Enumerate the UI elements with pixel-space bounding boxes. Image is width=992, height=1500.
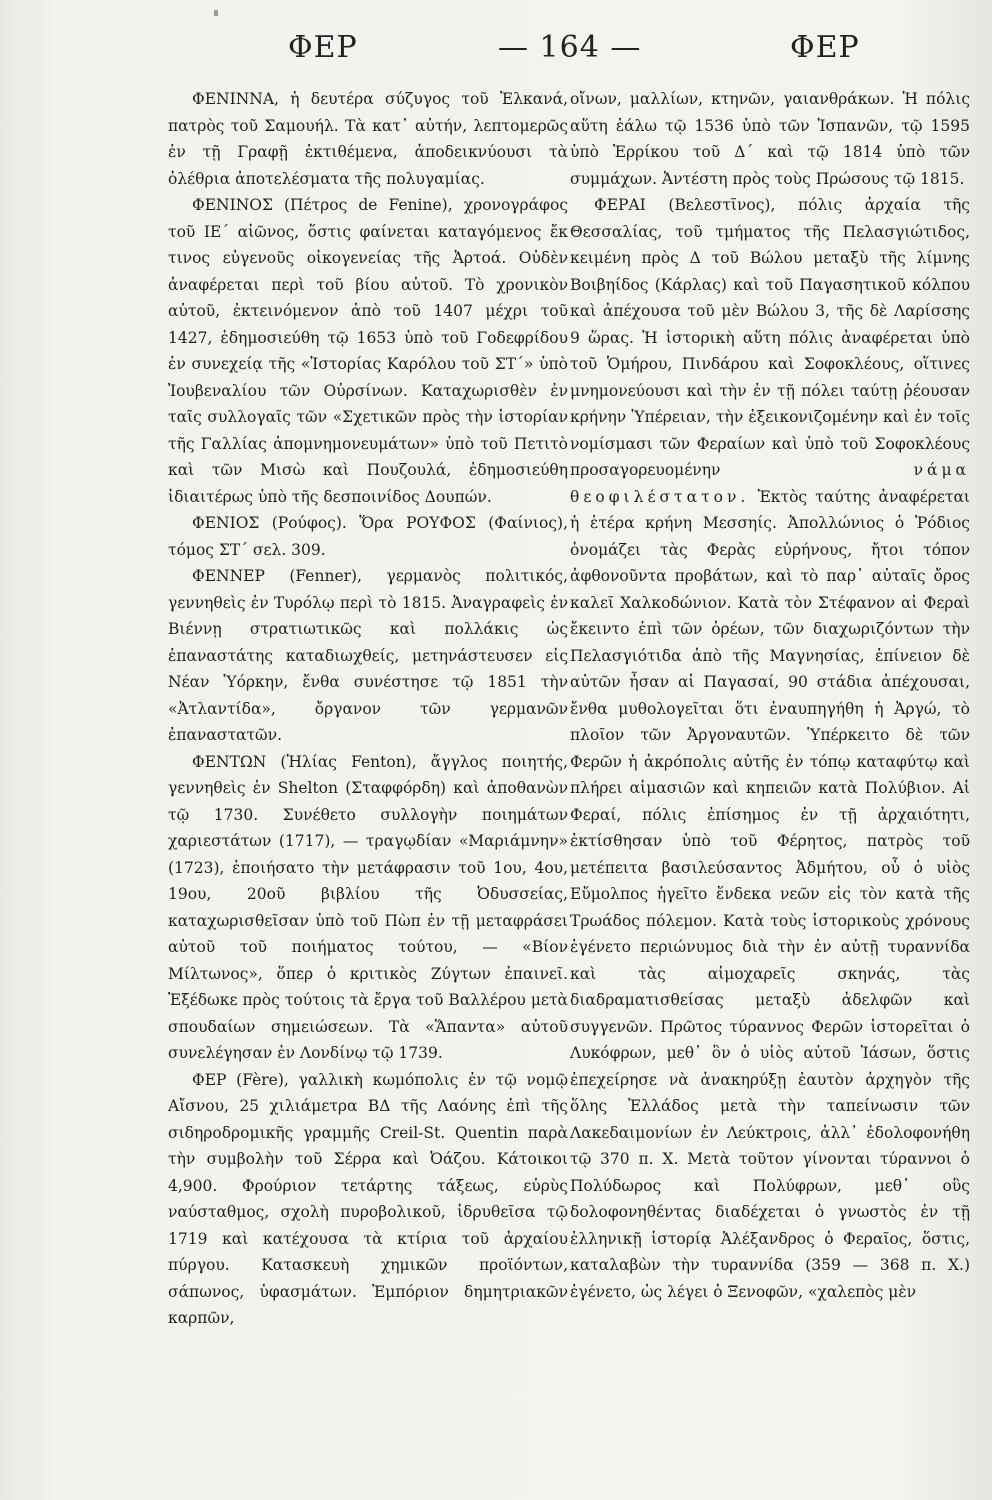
- page-number: — 164 —: [498, 30, 642, 65]
- right-column: [570, 86, 970, 1305]
- entry-feninna: ΦΕΝΙΝΝΑ, ἡ δευτέρα σύζυγος τοῦ Ἐλκανά, πατρὸς τοῦ Σαμουήλ. Τὰ κατ᾽ αὐτήν, λεπτομερῶς ἐν τῇ Γραφῇ ἐκτιθέμενα, ἀποδεικνύουσι τὰ ὀλέθρια ἀποτελέσματα τῆς πολυγαμίας.: [168, 90, 568, 188]
- entry-fenner: ΦΕΝΝΕΡ (Fenner), γερμανὸς πολιτικός, γεννηθεὶς ἐν Τυρόλῳ περὶ τὸ 1815. Ἀναγραφεὶς ἐν Βιέννῃ στρατιωτικῶς καὶ πολλάκις ὡς ἐπαναστάτης καταδιωχθείς, μετηνάστευσεν εἰς Νέαν Ὑόρκην, ἔνθα συνέστησε τῷ 1851 τὴν «Ἀτλαντίδα», ὄργανον τῶν γερμανῶν ἐπαναστατῶν.: [168, 567, 568, 744]
- running-head: [0, 30, 992, 70]
- entry-ferai-text-2: Ἐκτὸς ταύτης ἀναφέρεται ἡ ἑτέρα κρήνη Μεσσηίς. Ἀπολλώνιος ὁ Ῥόδιος ὀνομάζει τὰς Φερὰς εὐρήνους, ἤτοι τόπον ἀφθονοῦντα προβάτων, καὶ τὸ παρ᾽ αὐταῖς ὄρος καλεῖ Χαλκοδώνιον. Κατὰ τὸν Στέφανον αἱ Φεραὶ ἔκειντο ἐπὶ τῶν ὀρέων, τῶν διαχωριζόντων τὴν Πελασγιότιδα ἀπὸ τῆς Μαγνησίας, ἐπίνειον δὲ αὐτῶν ἦσαν αἱ Παγασαί, 90 στάδια ἀπέχουσαι, ἔνθα μυθολογεῖται ὅτι ἐναυπηγήθη ἡ Ἀργώ, τὸ πλοῖον τῶν Ἀργοναυτῶν. Ὑπέρκειτο δὲ τῶν Φερῶν ἡ ἀκρόπολις αὐτῆς ἐν τόπῳ καταφύτῳ καὶ πλήρει αἱμασιῶν καὶ κηπειῶν κατὰ Πολύβιον. Αἱ Φεραί, πόλις ἐπίσημος ἐν τῇ ἀρχαιότητι, ἐκτίσθησαν ὑπὸ τοῦ Φέρητος, πατρὸς τοῦ μετέπειτα βασιλεύσαντος Ἀδμήτου, οὗ ὁ υἱὸς Εὔμολπος ἡγεῖτο ἕνδεκα νεῶν εἰς τὸν κατὰ τῆς Τρωάδος πόλεμον. Κατὰ τοὺς ἱστορικοὺς χρόνους ἐγένετο περιώνυμος διὰ τὴν ἐν αὐτῇ τυραννίδα καὶ τὰς αἱμοχαρεῖς σκηνάς, τὰς διαδραματισθείσας μεταξὺ ἀδελφῶν καὶ συγγενῶν. Πρῶτος τύραννος Φερῶν ἱστορεῖται ὁ Λυκόφρων, μεθ᾽ ὃν ὁ υἱὸς αὐτοῦ Ἰάσων, ὅστις ἐπεχείρησε νὰ ἀνακηρύξῃ ἑαυτὸν ἀρχηγὸν τῆς ὅλης Ἑλλάδος μετὰ τὴν ταπείνωσιν τῶν Λακεδαιμονίων ἐν Λεύκτροις, ἀλλ᾽ ἐδολοφονήθη τῷ 370 π. Χ. Μετὰ τοῦτον γίνονται τύραννοι ὁ Πολύδωρος καὶ Πολύφρων, μεθ᾽ οὓς δολοφονηθέντας διαδέχεται ὁ γνωστὸς ἐν τῇ ἑλληνικῇ ἱστορίᾳ Ἀλέξανδρος ὁ Φεραῖος, ὅστις, καταλαβὼν τὴν τυραννίδα (359 — 368 π. Χ.) ἐγένετο, ὡς λέγει ὁ Ξενοφῶν, «χαλεπὸς μὲν: [570, 487, 970, 1301]
- entry-fenios: ΦΕΝΙΟΣ (Ρούφος). Ὅρα ΡΟΥΦΟΣ (Φαίνιος), τόμος ΣΤ΄ σελ. 309.: [168, 514, 568, 559]
- entry-ferai-text-1: ΦΕΡΑΙ (Βελεστῖνος), πόλις ἀρχαία τῆς Θεσσαλίας, τοῦ τμήματος τῆς Πελασγιώτιδος, κειμένη πρὸς Δ τοῦ Βώλου μεταξὺ τῆς λίμνης Βοιβηίδος (Κάρλας) καὶ τοῦ Παγασητικοῦ κόλπου καὶ ἀπέχουσα τοῦ μὲν Βώλου 3, τῆς δὲ Λαρίσσης 9 ὥρας. Ἡ ἱστορικὴ αὕτη πόλις ἀναφέρεται ὑπὸ τοῦ Ὁμήρου, Πινδάρου καὶ Σοφοκλέους, οἵτινες μνημονεύουσι καὶ τὴν ἐν τῇ πόλει ταύτῃ ῥέουσαν κρήνην Ὑπέρειαν, τὴν ἐξεικονιζομένην καὶ ἐν τοῖς νομίσμασι τῶν Φεραίων καὶ ὑπὸ τοῦ Σοφοκλέους προσαγορευομένην: [570, 196, 970, 479]
- entry-fer: ΦΕΡ (Fère), γαλλικὴ κωμόπολις ἐν τῷ νομῷ Αἴσνου, 25 χιλιάμετρα ΒΔ τῆς Λαόνης ἐπὶ τῆς σιδηροδρομικῆς γραμμῆς Creil-St. Quentin παρὰ τὴν συμβολὴν τοῦ Σέρρα καὶ Ὀάζου. Κάτοικοι 4,900. Φρούριον τετάρτης τάξεως, εὐρὺς ναύσταθμος, σχολὴ πυροβολικοῦ, ἱδρυθεῖσα τῷ 1719 καὶ κατέχουσα τὰ κτίρια τοῦ ἀρχαίου πύργου. Κατασκευὴ χημικῶν προϊόντων, σάπωνος, ὑφασμάτων. Ἐμπόριον δημητριακῶν καρπῶν,: [168, 1070, 568, 1327]
- entry-fenton: ΦΕΝΤΩΝ (Ἠλίας Fenton), ἄγγλος ποιητής, γεννηθεὶς ἐν Shelton (Σταφφόρδη) καὶ ἀποθανὼν τῷ 1730. Συνέθετο συλλογὴν ποιημάτων χαριεστάτων (1717), — τραγῳδίαν «Μαριάμνην» (1723), ἐποιήσατο τὴν μετάφρασιν τοῦ 1ου, 4ου, 19ου, 20οῦ βιβλίου τῆς Ὀδυσσείας, καταχωρισθεῖσαν ὑπὸ τοῦ Πὼπ ἐν τῇ μεταφράσει αὐτοῦ τοῦ ποιήματος τούτου, — «Βίον Μίλτωνος», ὅπερ ὁ κριτικὸς Ζύγτων ἐπαινεῖ. Ἐξέδωκε πρὸς τούτοις τὰ ἔργα τοῦ Βαλλέρου μετὰ σπουδαίων σημειώσεων. Τὰ «Ἅπαντα» αὐτοῦ συνελέγησαν ἐν Λονδίνῳ τῷ 1739.: [168, 752, 568, 1062]
- spaced-quotation: νάμα θεοφιλέστατον.: [570, 461, 970, 506]
- entry-fer-continued: οἴνων, μαλλίων, κτηνῶν, γαιανθράκων. Ἡ πόλις αὕτη ἑάλω τῷ 1536 ὑπὸ τῶν Ἱσπανῶν, τῷ 1595 ὑπὸ Ἑρρίκου τοῦ Δ΄ καὶ τῷ 1814 ὑπὸ τῶν συμμάχων. Ἀντέστη πρὸς τοὺς Πρώσους τῷ 1815.: [570, 90, 970, 188]
- header-left-guide-word: ΦΕΡ: [288, 30, 358, 65]
- left-column: [168, 86, 568, 1332]
- print-speck: [214, 10, 218, 16]
- header-right-guide-word: ΦΕΡ: [790, 30, 860, 65]
- entry-ferai: [570, 192, 970, 1305]
- entry-feninos: ΦΕΝΙΝΟΣ (Πέτρος de Fenine), χρονογράφος τοῦ ΙΕ΄ αἰῶνος, ὅστις φαίνεται καταγόμενος ἔκ τινος εὐγενοῦς οἰκογενείας τῆς Ἀρτοά. Οὐδὲν ἀναφέρεται περὶ τοῦ βίου αὐτοῦ. Τὸ χρονικὸν αὐτοῦ, ἐκτεινόμενον ἀπὸ τοῦ 1407 μέχρι τοῦ 1427, ἐδημοσιεύθη τῷ 1653 ὑπὸ τοῦ Γοδεφρίδου ἐν συνεχείᾳ τῆς «Ἱστορίας Καρόλου τοῦ ΣΤ΄» ὑπὸ Ἰουβεναλίου τῶν Οὐρσίνων. Καταχωρισθὲν ἐν ταῖς συλλογαῖς τῶν «Σχετικῶν πρὸς τὴν ἱστορίαν τῆς Γαλλίας ἀπομνημονευμάτων» ὑπὸ τοῦ Πετιτὸ καὶ τῶν Μισὼ καὶ Πουζουλά, ἐδημοσιεύθη ἰδιαιτέρως ὑπὸ τῆς δεσποινίδος Δουπών.: [168, 196, 568, 506]
